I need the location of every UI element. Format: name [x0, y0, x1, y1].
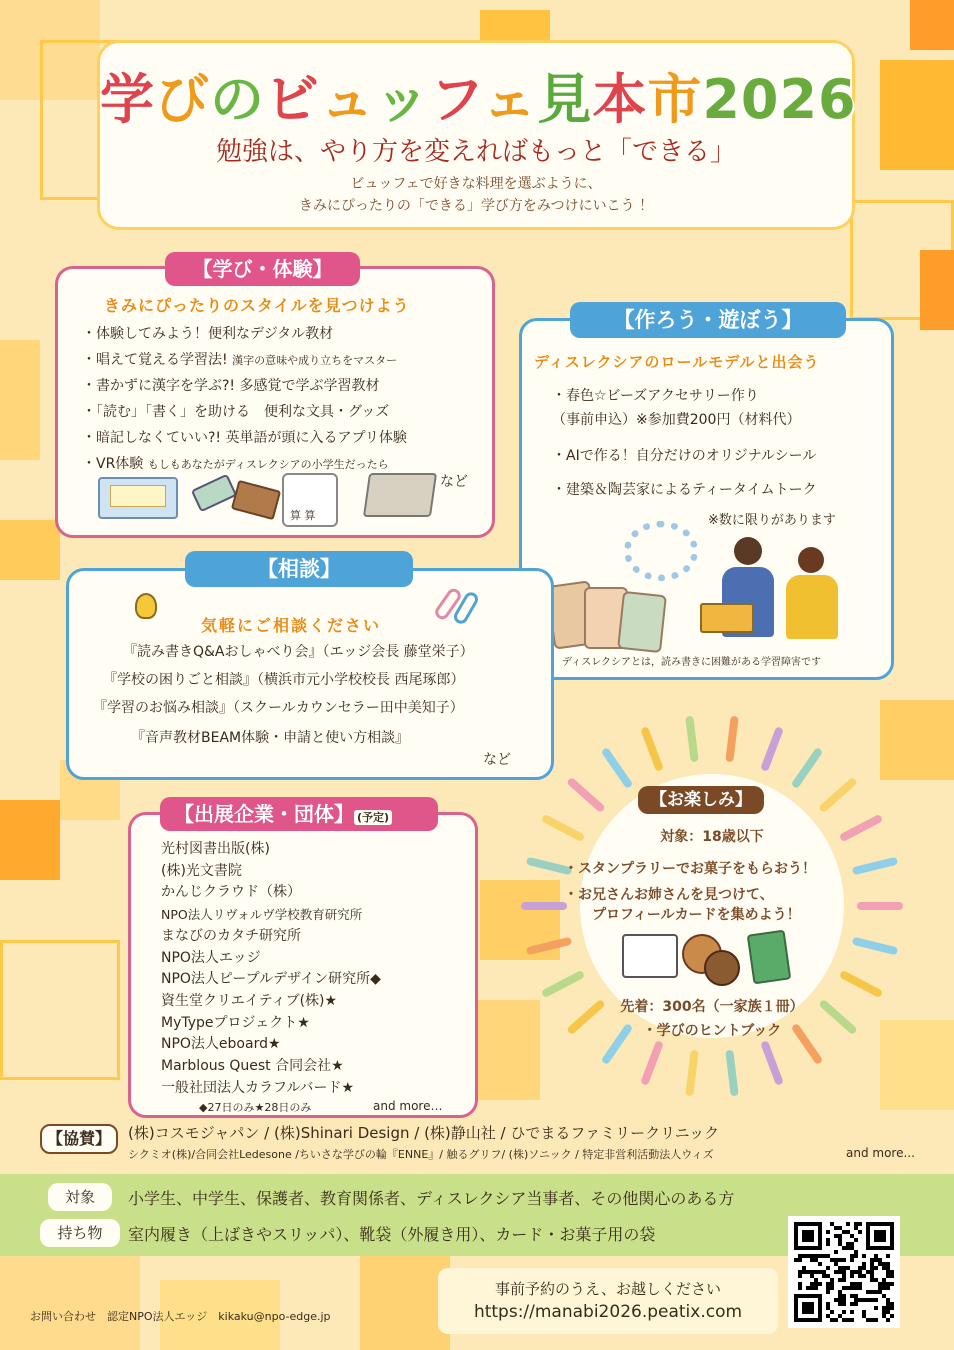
- taisho-label: 対象: [48, 1183, 112, 1211]
- kyousan-line1: (株)コスモジャパン / (株)Shinari Design / (株)静山社 / ひでまるファミリークリニック: [128, 1124, 720, 1142]
- soudan-item: 『学習のお悩み相談』（スクールカウンセラー田中美知子）: [93, 700, 464, 716]
- subtitle: 勉強は、やり方を変えればもっと「できる」: [215, 137, 736, 167]
- reserve-url[interactable]: https://manabi2026.peatix.com: [473, 1302, 743, 1322]
- otanoshimi-item: ・スタンプラリーでお菓子をもらおう！: [564, 861, 816, 877]
- header-card: [97, 40, 855, 230]
- title-char: ュ: [320, 68, 375, 131]
- book-illustration: [98, 477, 178, 519]
- exhibitor-item: NPO法人エッジ: [161, 949, 261, 966]
- worksheet-illustration: [282, 473, 338, 527]
- exhibitor-more: and more…: [373, 1099, 443, 1113]
- title-char: 市: [647, 68, 703, 131]
- title-char: び: [155, 68, 210, 131]
- exhibitor-item: 光村図書出版(株): [161, 841, 270, 857]
- title-char: 本: [592, 68, 648, 131]
- soudan-item: 『読み書きQ&Aおしゃべり会』（エッジ会長 藤堂栄子）: [123, 644, 474, 660]
- tsukuro-item: ・建築＆陶芸家によるティータイムトーク: [552, 482, 817, 498]
- qr-code-pattern: [794, 1222, 894, 1322]
- laptop-illustration: [700, 603, 754, 633]
- tsukuro-footnote: ディスレクシアとは，読み書きに困難がある学習障害です: [562, 657, 821, 668]
- title-char: フ: [430, 68, 483, 131]
- worksheet-text: 算 算: [290, 509, 316, 522]
- manabi-item-text: ・VR体験: [82, 456, 144, 472]
- title-char: ッ: [375, 68, 430, 131]
- otanoshimi-gift: ・学びのヒントブック: [642, 1023, 782, 1039]
- tsukuro-tag: 【作ろう・遊ぼう】: [570, 302, 846, 338]
- mochimono-label: 持ち物: [40, 1219, 120, 1247]
- qr-code[interactable]: [788, 1216, 900, 1328]
- soudan-item: 『音声教材BEAM体験・申請と使い方相談』: [131, 730, 410, 746]
- exhibitor-item: まなびのカタチ研究所: [161, 927, 301, 944]
- bg-square: [0, 520, 60, 580]
- exhibitor-item: Marblous Quest 合同会社★: [161, 1058, 344, 1075]
- soudan-nado: など: [483, 752, 511, 768]
- otanoshimi-content: [518, 712, 906, 1100]
- bg-square: [910, 0, 954, 50]
- manabi-item: ・書かずに漢字を学ぶ?! 多感覚で学ぶ学習教材: [82, 378, 380, 394]
- otanoshimi-item: ・お兄さんお姉さんを見つけて、: [564, 887, 774, 903]
- manabi-heading: きみにぴったりのスタイルを見つけよう: [104, 296, 410, 315]
- bg-square: [0, 940, 120, 1080]
- soudan-item: 『学校の困りごと相談』（横浜市元小学校校長 西尾琢郎）: [103, 672, 465, 688]
- tenji-tag-small: (予定): [354, 810, 392, 825]
- header-desc-2: きみにぴったりの「できる」学び方をみつけにいこう ！: [298, 198, 654, 214]
- reserve-box: [438, 1268, 778, 1334]
- kyousan-more: and more...: [846, 1146, 915, 1160]
- title-char: 見: [537, 68, 593, 131]
- tsukuro-item: ・春色☆ビーズアクセサリー作り: [552, 388, 759, 404]
- bulb-icon: [135, 593, 157, 619]
- tsukuro-item: （事前申込）※参加費200円（材料代）: [552, 412, 801, 428]
- exhibitor-item: MyTypeプロジェクト★: [161, 1014, 310, 1031]
- manabi-item: [82, 349, 397, 369]
- title-char: ェ: [482, 68, 538, 131]
- exhibitor-item: NPO法人ピープルデザイン研究所◆: [161, 971, 381, 988]
- exhibitor-item: (株)光文書院: [161, 862, 242, 879]
- bg-square: [0, 340, 40, 460]
- bg-square: [920, 250, 954, 330]
- title-char: 学: [100, 68, 155, 131]
- kyousan-label: 【協賛】: [40, 1124, 118, 1154]
- bracelet-illustration: [624, 521, 698, 581]
- title-char: の: [210, 68, 265, 131]
- tenji-tag: [160, 797, 438, 831]
- title-char: ビ: [265, 68, 320, 131]
- exhibitor-item: かんじクラウド（株）: [161, 884, 301, 901]
- pencilcase-illustration: [231, 480, 281, 520]
- exhibitor-list: [161, 839, 381, 1099]
- person-illustration: [784, 547, 840, 647]
- soudan-card: [66, 568, 554, 780]
- soudan-heading: 気軽にご相談ください: [201, 616, 382, 635]
- header-desc-1: ビュッフェで好きな料理を選ぶように、: [350, 176, 602, 192]
- reserve-line: 事前予約のうえ、お越しください: [495, 1280, 721, 1298]
- eraser-illustration: [191, 474, 237, 513]
- manabi-item-text: ・唱えて覚える学習法!: [82, 352, 228, 368]
- manabi-item: [82, 453, 389, 473]
- tenji-card: [128, 812, 478, 1118]
- manabi-item-small: もしもあなたがディスレクシアの小学生だったら: [147, 458, 389, 471]
- manabi-nado: など: [440, 474, 468, 490]
- soudan-tag: 【相談】: [185, 551, 413, 587]
- otanoshimi-first: 先着：300名（一家族１冊）: [620, 999, 804, 1015]
- tsukuro-note: ※数に限りがあります: [708, 513, 836, 528]
- manabi-item: ・暗記しなくていい?! 英単語が頭に入るアプリ体験: [82, 430, 407, 446]
- otanoshimi-tag: 【お楽しみ】: [638, 786, 764, 814]
- tenji-tag-text: 【出展企業・団体】: [174, 802, 354, 826]
- card-illustration: [617, 591, 667, 653]
- manabi-tag: 【学び・体験】: [165, 252, 360, 286]
- bg-square: [880, 60, 954, 170]
- exhibitor-item: 資生堂クリエイティブ(株)★: [161, 992, 338, 1009]
- manabi-card: [55, 266, 495, 538]
- exhibitor-item: NPO法人eboard★: [161, 1036, 281, 1053]
- tsukuro-heading: ディスレクシアのロールモデルと出会う: [534, 353, 820, 371]
- cookie-illustration: [704, 950, 740, 986]
- manabi-item: ・「読む」「書く」を助ける 便利な文具・グッズ: [82, 404, 390, 420]
- tsukuro-card: [519, 318, 894, 680]
- tsukuro-item: ・AIで作る！自分だけのオリジナルシール: [552, 448, 817, 464]
- exhibitor-item: NPO法人リヴォルヴ学校教育研究所: [161, 907, 363, 923]
- page-title: [100, 57, 857, 134]
- manabi-item-small: 漢字の意味や成り立ちをマスター: [232, 354, 398, 367]
- manabi-item: ・体験してみよう！便利なデジタル教材: [82, 326, 334, 342]
- exhibitor-footnote: ◆27日のみ★28日のみ: [199, 1101, 312, 1114]
- stamp-card-illustration: [622, 934, 678, 978]
- otanoshimi-target: 対象：18歳以下: [660, 829, 764, 845]
- exhibitor-item: 一般社団法人カラフルバード★: [161, 1079, 355, 1096]
- profile-card-illustration: [747, 930, 792, 985]
- bg-square: [0, 800, 60, 880]
- kyousan-line2: シクミオ(株)/合同会社Ledesone /ちいさな学びの輪『ENNE』/ 触るグリフ/ (株)ソニック / 特定非営利活動法人ウィズ: [128, 1148, 714, 1161]
- mochimono-text: 室内履き（上ばきやスリッパ）、靴袋（外履き用）、カード・お菓子用の袋: [128, 1225, 656, 1244]
- contact-line: お問い合わせ 認定NPO法人エッジ kikaku@npo-edge.jp: [30, 1310, 331, 1323]
- bg-square: [360, 1240, 450, 1350]
- taisho-text: 小学生、中学生、保護者、教育関係者、ディスレクシア当事者、その他関心のある方: [128, 1189, 735, 1208]
- title-char: 2026: [702, 68, 857, 131]
- otanoshimi-item: プロフィールカードを集めよう！: [592, 907, 801, 923]
- laptop-illustration: [363, 473, 437, 517]
